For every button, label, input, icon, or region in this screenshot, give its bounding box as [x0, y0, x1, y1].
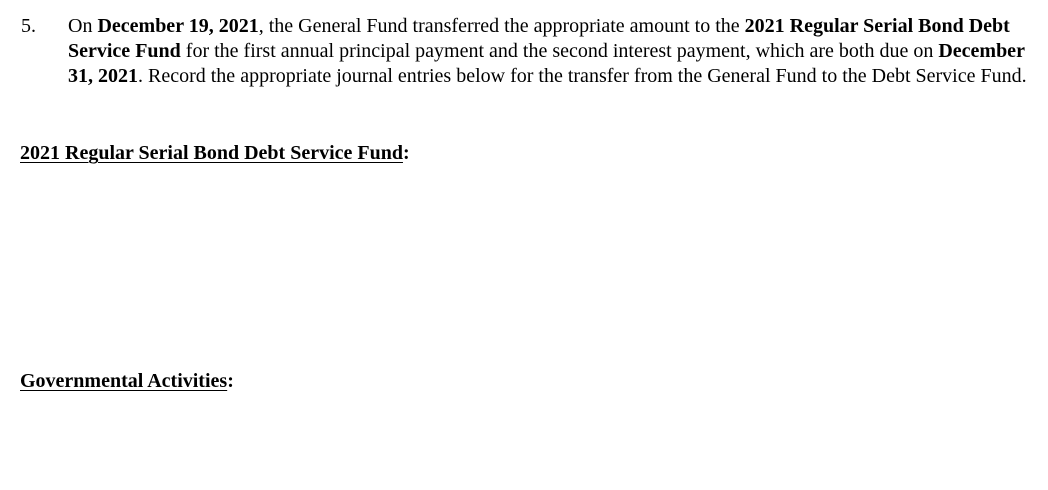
debt-service-fund-entry-area[interactable] [20, 172, 1030, 357]
governmental-activities-heading [20, 369, 234, 394]
question-text-part: . Record the appropriate journal entries below for the transfer from the General Fund to the Debt Service Fund. [138, 65, 1027, 87]
question-text-part: , the General Fund transferred the appropriate amount to the [258, 15, 745, 37]
heading-colon: : [227, 370, 234, 392]
debt-service-fund-heading [20, 141, 410, 166]
question-text-part: for the first annual principal payment and the second interest payment, which are both due on [180, 40, 939, 62]
question-text-date-transfer: December 19, 2021 [97, 15, 259, 37]
governmental-activities-entry-area[interactable] [20, 400, 1030, 485]
governmental-activities-heading-text: Governmental Activities [20, 370, 228, 392]
debt-service-fund-heading-text: 2021 Regular Serial Bond Debt Service Fund [20, 142, 403, 164]
question-text-fund-name: 2021 Regular Serial Bond Debt Service Fund [68, 15, 1010, 62]
question-text [68, 14, 1033, 89]
question-text-date-due: December 31, 2021 [68, 40, 1025, 87]
heading-colon: : [402, 142, 410, 164]
question-number: 5. [21, 15, 36, 37]
question-text-part: On [68, 15, 98, 37]
